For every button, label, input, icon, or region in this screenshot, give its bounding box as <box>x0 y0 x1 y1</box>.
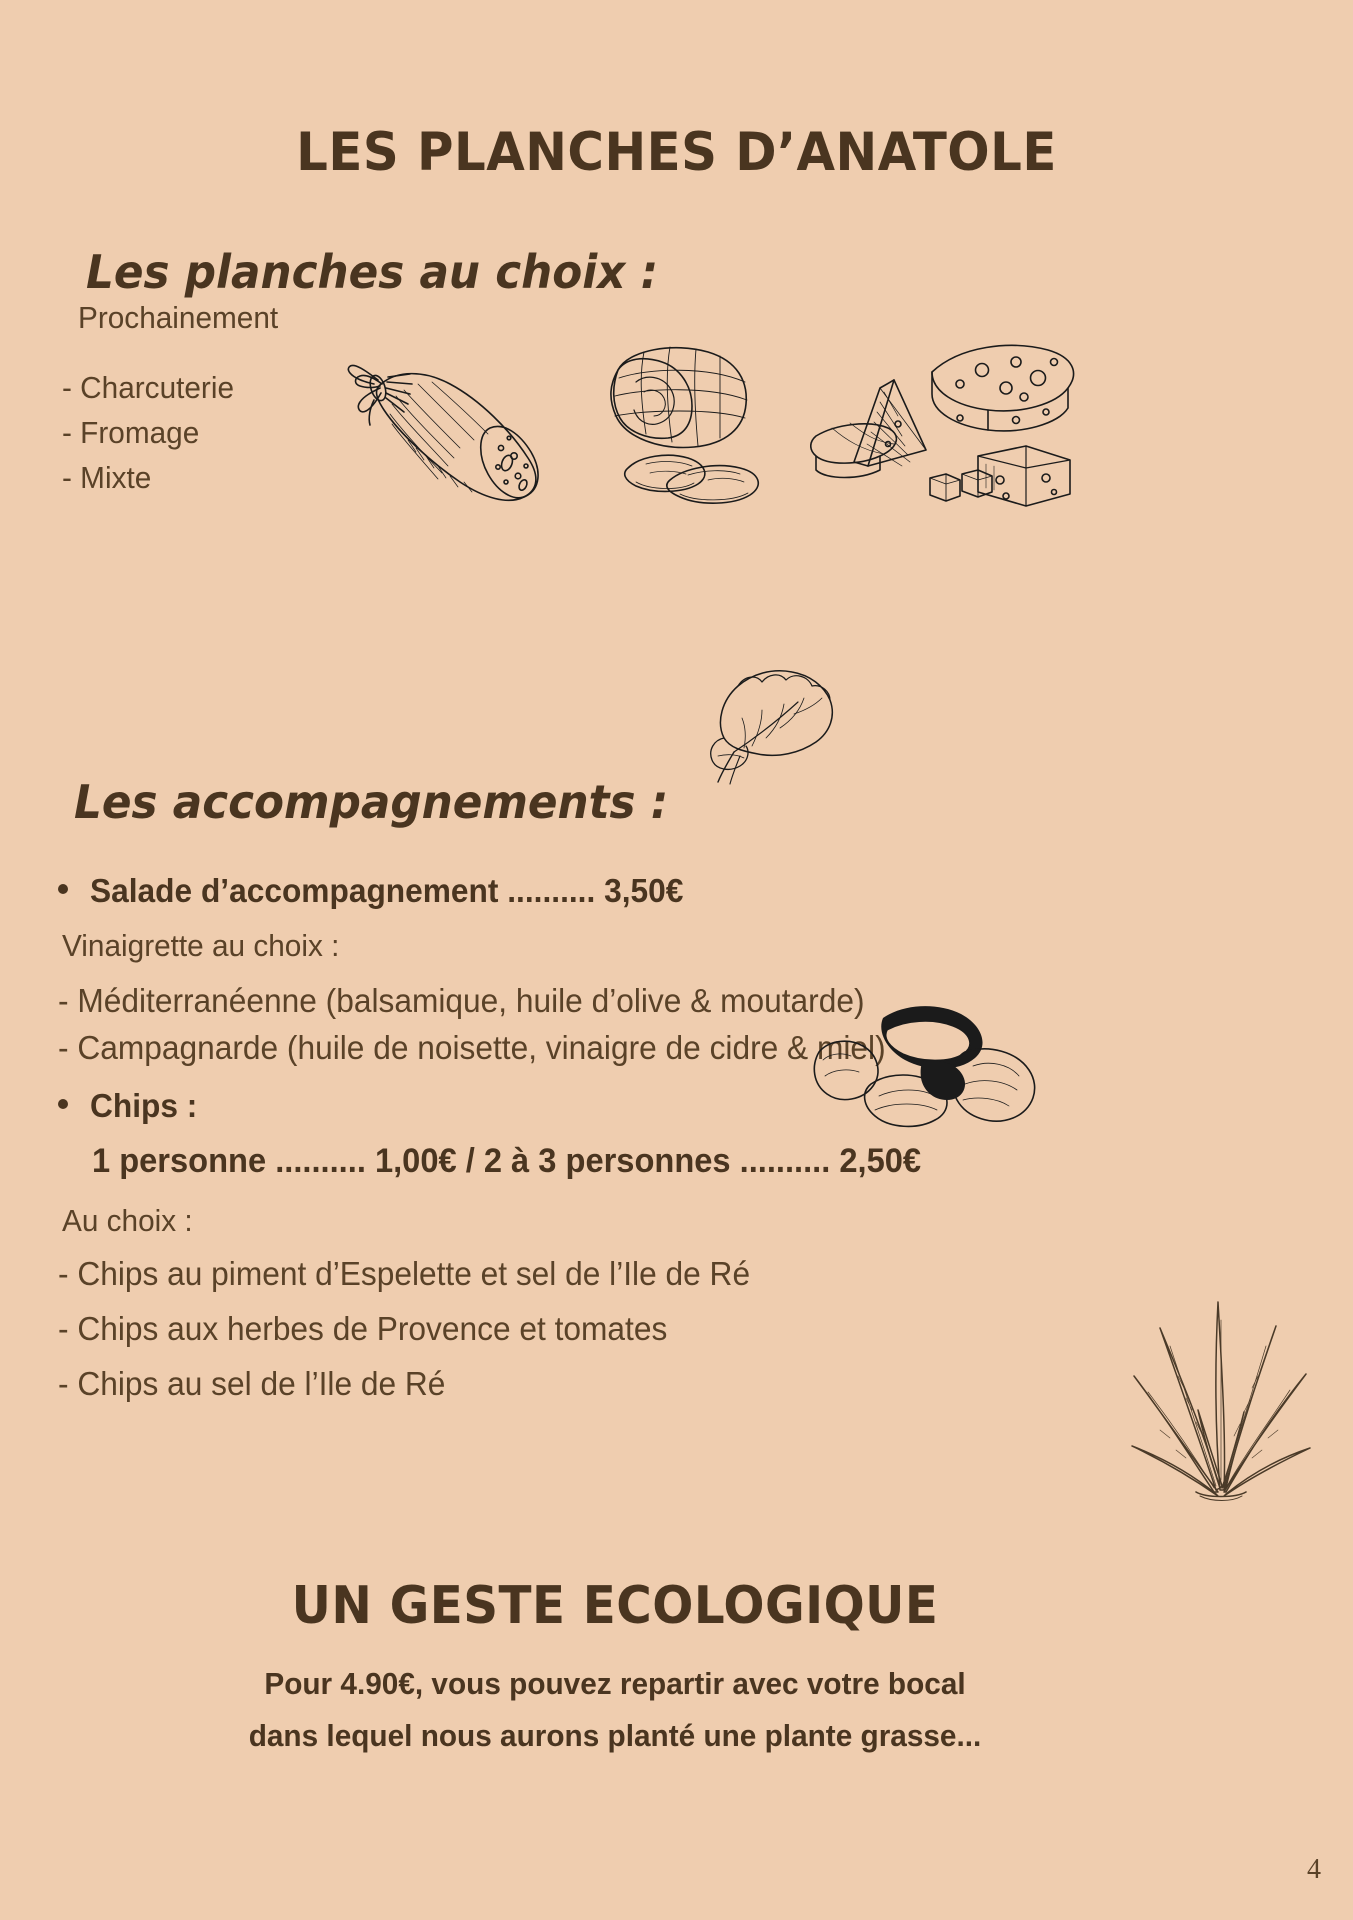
planches-item-mixte: - Mixte <box>62 460 152 495</box>
accompagnement-salade-row <box>58 872 708 910</box>
chips-option-provence: - Chips aux herbes de Provence et tomates <box>58 1310 668 1347</box>
eco-title: UN GESTE ECOLOGIQUE <box>291 1576 939 1636</box>
vinaigrette-option-campagnarde: - Campagnarde (huile de noisette, vinaigre de cidre & miel) <box>58 1029 886 1066</box>
chips-choice-intro: Au choix : <box>62 1203 193 1238</box>
fromage-illustration <box>810 332 1090 522</box>
chips-pricing: 1 personne .......... 1,00€ / 2 à 3 personnes .......... 2,50€ <box>92 1142 922 1180</box>
section-heading-planches: Les planches au choix : <box>86 245 659 299</box>
eco-line-2: dans lequel nous aurons planté une plante grasse... <box>248 1718 982 1753</box>
chips-option-espelette: - Chips au piment d’Espelette et sel de l’Ile de Ré <box>58 1255 751 1292</box>
planches-item-charcuterie: - Charcuterie <box>62 370 235 405</box>
page-number: 4 <box>1307 1854 1321 1885</box>
chips-label: Chips : <box>90 1087 198 1124</box>
planches-status: Prochainement <box>78 300 279 335</box>
aloe-plant-illustration <box>1120 1280 1320 1510</box>
eco-line-1: Pour 4.90€, vous pouvez repartir avec votre bocal <box>264 1666 966 1701</box>
salade-label: Salade d’accompagnement .......... 3,50€ <box>90 872 684 909</box>
bullet-dot-icon <box>58 884 68 894</box>
vinaigrette-option-mediterraneenne: - Méditerranéenne (balsamique, huile d’olive & moutarde) <box>58 982 865 1019</box>
planches-item-fromage: - Fromage <box>62 415 200 450</box>
saucisson-illustration <box>338 330 588 520</box>
accompagnement-chips-row <box>58 1087 202 1125</box>
page-title: LES PLANCHES D’ANATOLE <box>296 122 1057 183</box>
bullet-dot-icon <box>58 1099 68 1109</box>
section-heading-accompagnements: Les accompagnements : <box>74 775 669 829</box>
jambon-illustration <box>588 330 798 520</box>
vinaigrette-intro: Vinaigrette au choix : <box>62 928 340 963</box>
chips-option-sel: - Chips au sel de l’Ile de Ré <box>58 1365 446 1402</box>
potato-chips-illustration <box>805 1000 1045 1150</box>
lettuce-leaf-illustration <box>700 660 860 790</box>
